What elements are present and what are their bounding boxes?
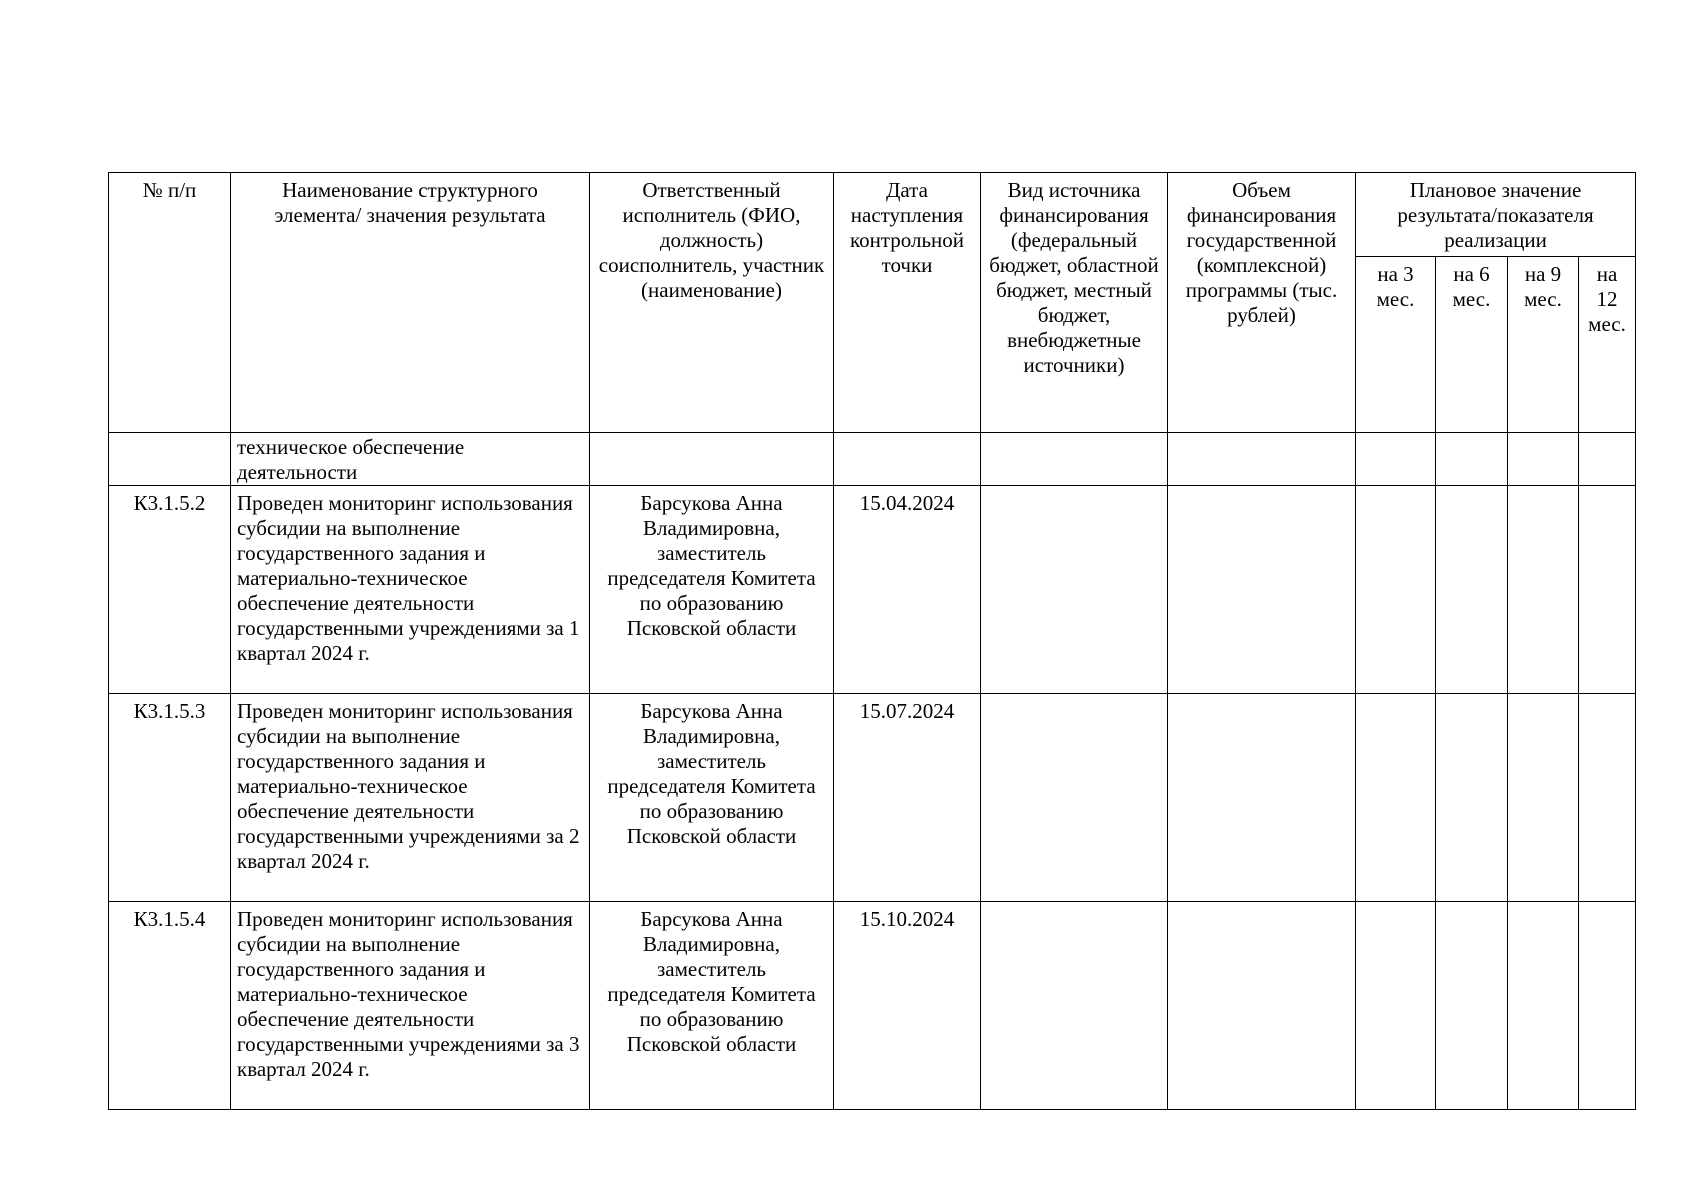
header-m6: на 6 мес. bbox=[1436, 257, 1508, 433]
cell-num bbox=[109, 433, 231, 486]
header-source: Вид источника финансирования (федеральный бюджет, областной бюджет, местный бюджет, внебюджетные источники) bbox=[981, 173, 1168, 433]
header-name: Наименование структурного элемента/ значения результата bbox=[231, 173, 590, 433]
cell-m9 bbox=[1508, 433, 1579, 486]
header-m9: на 9 мес. bbox=[1508, 257, 1579, 433]
header-responsible: Ответственный исполнитель (ФИО, должность) соисполнитель, участник (наименование) bbox=[590, 173, 834, 433]
table-row bbox=[109, 486, 1636, 694]
cell-m12 bbox=[1579, 486, 1636, 694]
cell-num: К3.1.5.2 bbox=[109, 486, 231, 694]
table-row bbox=[109, 694, 1636, 902]
cell-name: техническое обеспечение деятельности bbox=[231, 433, 590, 486]
cell-m3 bbox=[1356, 694, 1436, 902]
cell-m6 bbox=[1436, 694, 1508, 902]
cell-m3 bbox=[1356, 433, 1436, 486]
cell-m12 bbox=[1579, 902, 1636, 1110]
cell-m6 bbox=[1436, 433, 1508, 486]
header-planned: Плановое значение результата/показателя реализации bbox=[1356, 173, 1636, 257]
cell-num: К3.1.5.4 bbox=[109, 902, 231, 1110]
plan-table bbox=[108, 172, 1636, 1110]
cell-volume bbox=[1168, 902, 1356, 1110]
cell-m3 bbox=[1356, 486, 1436, 694]
cell-name: Проведен мониторинг использования субсидии на выполнение государственного задания и материально-техническое обеспечение деятельности государственными учреждениями за 1 квартал 2024 г. bbox=[231, 486, 590, 694]
cell-date: 15.07.2024 bbox=[834, 694, 981, 902]
cell-date: 15.04.2024 bbox=[834, 486, 981, 694]
cell-m6 bbox=[1436, 902, 1508, 1110]
cell-m12 bbox=[1579, 694, 1636, 902]
header-m12: на 12 мес. bbox=[1579, 257, 1636, 433]
header-date: Дата наступления контрольной точки bbox=[834, 173, 981, 433]
cell-m6 bbox=[1436, 486, 1508, 694]
header-m3: на 3 мес. bbox=[1356, 257, 1436, 433]
cell-responsible bbox=[590, 433, 834, 486]
cell-source bbox=[981, 902, 1168, 1110]
cell-date: 15.10.2024 bbox=[834, 902, 981, 1110]
table-row bbox=[109, 433, 1636, 486]
cell-source bbox=[981, 694, 1168, 902]
header-volume: Объем финансирования государственной (комплексной) программы (тыс. рублей) bbox=[1168, 173, 1356, 433]
cell-m9 bbox=[1508, 694, 1579, 902]
cell-date bbox=[834, 433, 981, 486]
cell-m9 bbox=[1508, 486, 1579, 694]
cell-source bbox=[981, 433, 1168, 486]
cell-volume bbox=[1168, 486, 1356, 694]
cell-m12 bbox=[1579, 433, 1636, 486]
header-row bbox=[109, 173, 1636, 257]
cell-num: К3.1.5.3 bbox=[109, 694, 231, 902]
cell-responsible: Барсукова Анна Владимировна, заместитель председателя Комитета по образованию Псковской области bbox=[590, 902, 834, 1110]
cell-volume bbox=[1168, 433, 1356, 486]
table-row bbox=[109, 902, 1636, 1110]
header-num: № п/п bbox=[109, 173, 231, 433]
cell-name: Проведен мониторинг использования субсидии на выполнение государственного задания и материально-техническое обеспечение деятельности государственными учреждениями за 3 квартал 2024 г. bbox=[231, 902, 590, 1110]
cell-responsible: Барсукова Анна Владимировна, заместитель председателя Комитета по образованию Псковской области bbox=[590, 486, 834, 694]
cell-responsible: Барсукова Анна Владимировна, заместитель председателя Комитета по образованию Псковской области bbox=[590, 694, 834, 902]
cell-volume bbox=[1168, 694, 1356, 902]
cell-m9 bbox=[1508, 902, 1579, 1110]
cell-source bbox=[981, 486, 1168, 694]
cell-m3 bbox=[1356, 902, 1436, 1110]
cell-name: Проведен мониторинг использования субсидии на выполнение государственного задания и материально-техническое обеспечение деятельности государственными учреждениями за 2 квартал 2024 г. bbox=[231, 694, 590, 902]
